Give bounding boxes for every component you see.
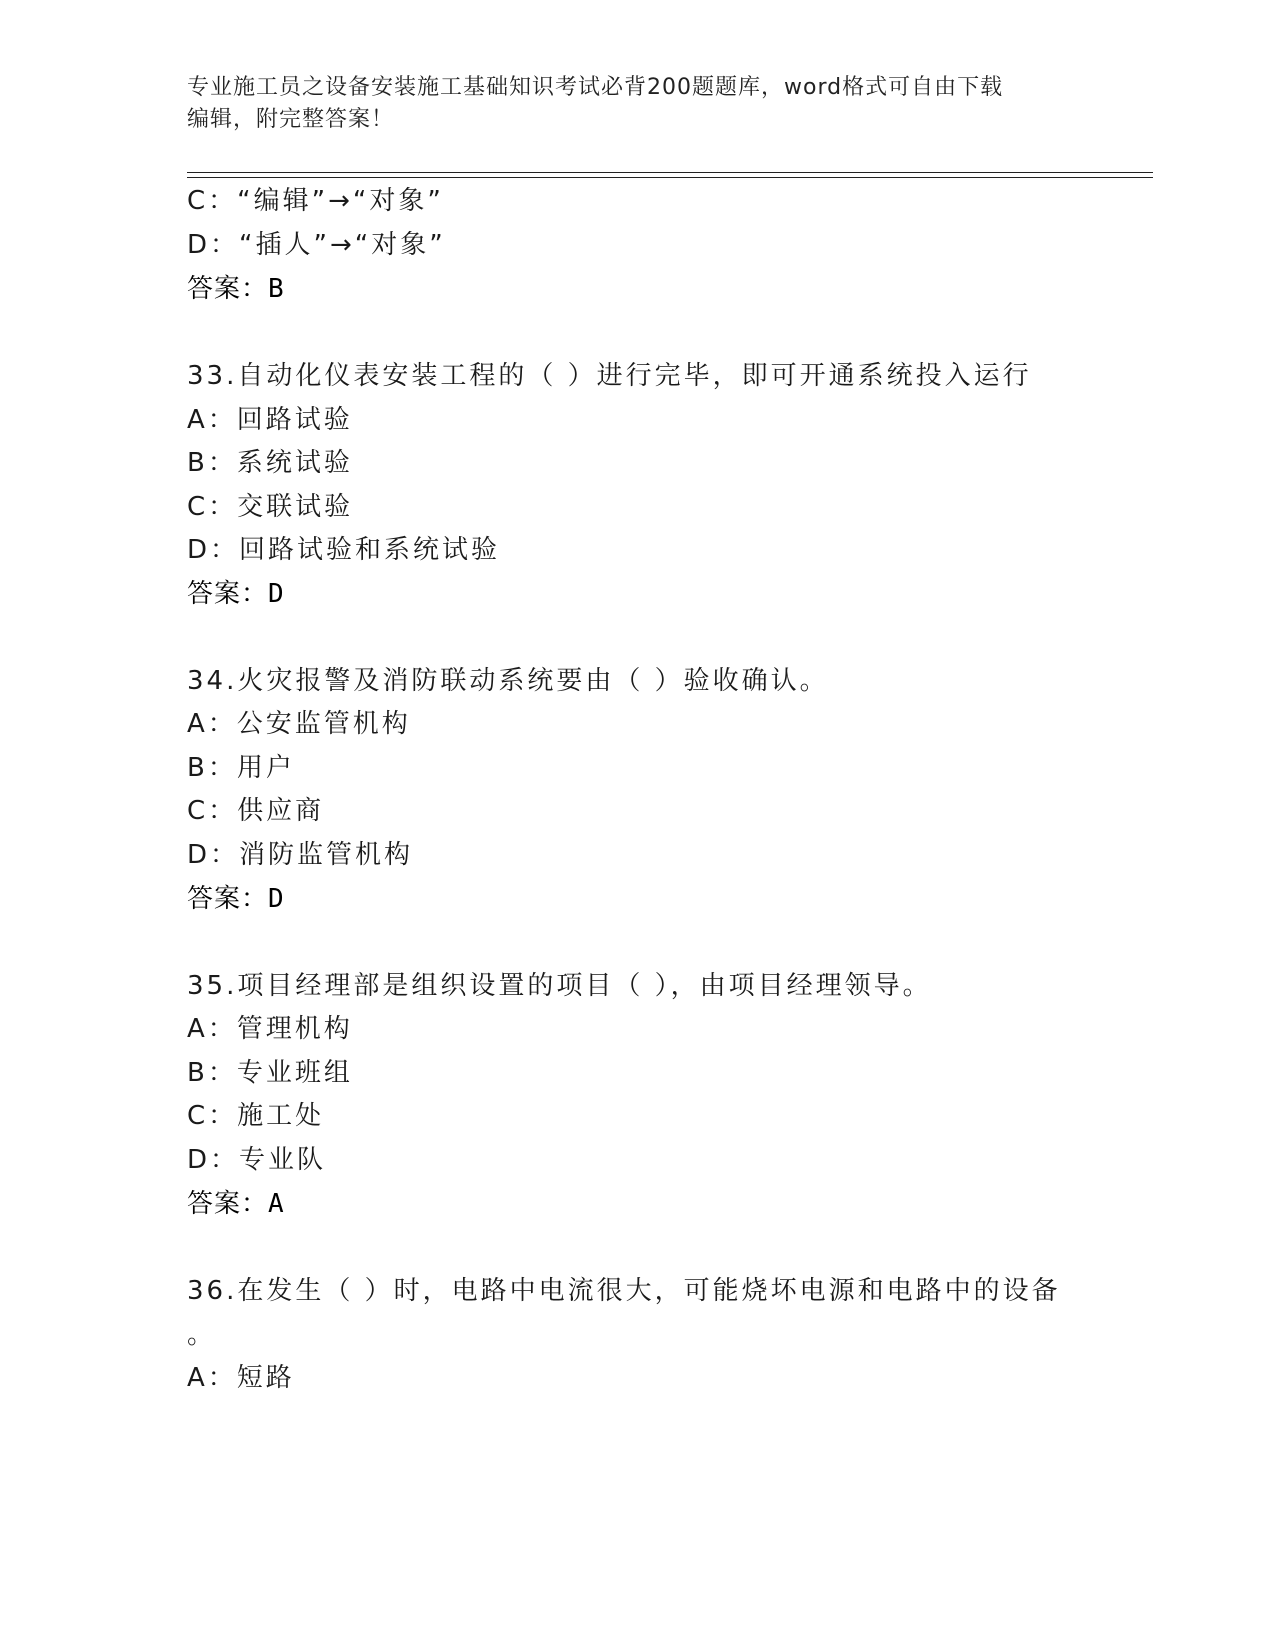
document-header	[187, 72, 1087, 136]
option-c: C：供应商	[187, 796, 325, 826]
option-d: D：“插人”→“对象”	[187, 230, 446, 260]
answer: 答案：D	[187, 579, 285, 609]
option-b: B：专业班组	[187, 1058, 353, 1088]
option-a: A：短路	[187, 1363, 295, 1393]
option-b: B：用户	[187, 753, 295, 783]
option-b: B：系统试验	[187, 448, 353, 478]
header-divider-top	[187, 172, 1153, 173]
option-c: C：交联试验	[187, 492, 354, 522]
option-c: C：施工处	[187, 1101, 325, 1131]
option-d: D：消防监管机构	[187, 840, 414, 870]
option-a: A：管理机构	[187, 1014, 353, 1044]
option-a: A：回路试验	[187, 405, 353, 435]
header-title-line2: 编辑，附完整答案！	[187, 107, 395, 132]
answer: 答案：A	[187, 1189, 285, 1219]
option-d: D：专业队	[187, 1145, 327, 1175]
question-36-continuation: 。	[187, 1320, 217, 1350]
header-divider-bottom	[187, 177, 1153, 178]
question-35: 35.项目经理部是组织设置的项目（ ），由项目经理领导。	[187, 971, 932, 1001]
option-a: A：公安监管机构	[187, 709, 411, 739]
answer: 答案：D	[187, 884, 285, 914]
option-c: C：“编辑”→“对象”	[187, 186, 444, 216]
question-34: 34.火灾报警及消防联动系统要由（ ）验收确认。	[187, 666, 829, 696]
question-33: 33.自动化仪表安装工程的（ ）进行完毕，即可开通系统投入运行	[187, 361, 1032, 391]
question-36: 36.在发生（ ）时，电路中电流很大，可能烧坏电源和电路中的设备	[187, 1276, 1061, 1306]
option-d: D：回路试验和系统试验	[187, 535, 501, 565]
answer: 答案：B	[187, 274, 285, 304]
header-title-line1: 专业施工员之设备安装施工基础知识考试必背200题题库，word格式可自由下载	[187, 75, 1004, 100]
